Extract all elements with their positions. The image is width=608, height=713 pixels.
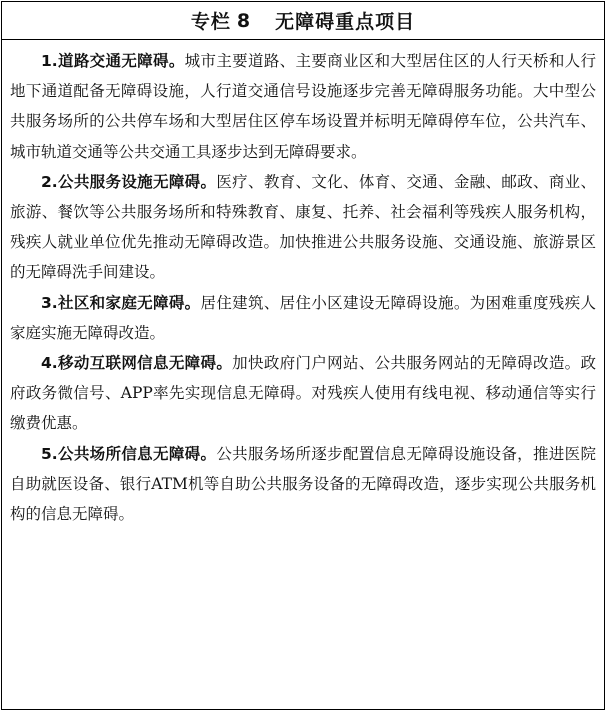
item-body: 居住建筑、居住小区建设无障碍设施。为困难重度残疾人家庭实施无障碍改造。: [10, 293, 596, 342]
item-heading: 3.社区和家庭无障碍。: [41, 293, 201, 312]
box-title-text: 无障碍重点项目: [275, 11, 416, 33]
box-title-prefix: 专栏: [190, 11, 231, 33]
item-public-service-facilities: [10, 167, 596, 288]
box-title-number: 8: [236, 9, 252, 32]
item-mobile-internet: [10, 348, 596, 439]
item-body: 公共服务场所逐步配置信息无障碍设施设备，推进医院自助就医设备、银行ATM机等自助公共服务设备的无障碍改造，逐步实现公共服务机构的信息无障碍。: [10, 444, 596, 524]
box-title: [2, 2, 604, 40]
box-content: [2, 40, 604, 529]
item-body: 城市主要道路、主要商业区和大型居住区的人行天桥和人行地下通道配备无障碍设施，人行道交通信号设施逐步完善无障碍服务功能。大中型公共服务场所的公共停车场和大型居住区停车场设置并标明无障碍停车位，公共汽车、城市轨道交通等公共交通工具逐步达到无障碍要求。: [10, 52, 596, 161]
item-heading: 2.公共服务设施无障碍。: [41, 172, 217, 191]
feature-box: [1, 1, 605, 710]
item-heading: 5.公共场所信息无障碍。: [41, 444, 217, 463]
item-body: 加快政府门户网站、公共服务网站的无障碍改造。政府政务微信号、APP率先实现信息无障碍。对残疾人使用有线电视、移动通信等实行缴费优惠。: [10, 354, 596, 433]
item-road-traffic: [10, 46, 596, 167]
item-heading: 4.移动互联网信息无障碍。: [41, 354, 233, 373]
item-heading: 1.道路交通无障碍。: [41, 52, 185, 70]
item-public-places-info: [10, 439, 596, 530]
item-community-family: [10, 288, 596, 348]
item-body: 医疗、教育、文化、体育、交通、金融、邮政、商业、旅游、餐饮等公共服务场所和特殊教育、康复、托养、社会福利等残疾人服务机构，残疾人就业单位优先推动无障碍改造。加快推进公共服务设施、交通设施、旅游景区的无障碍洗手间建设。: [10, 172, 596, 282]
